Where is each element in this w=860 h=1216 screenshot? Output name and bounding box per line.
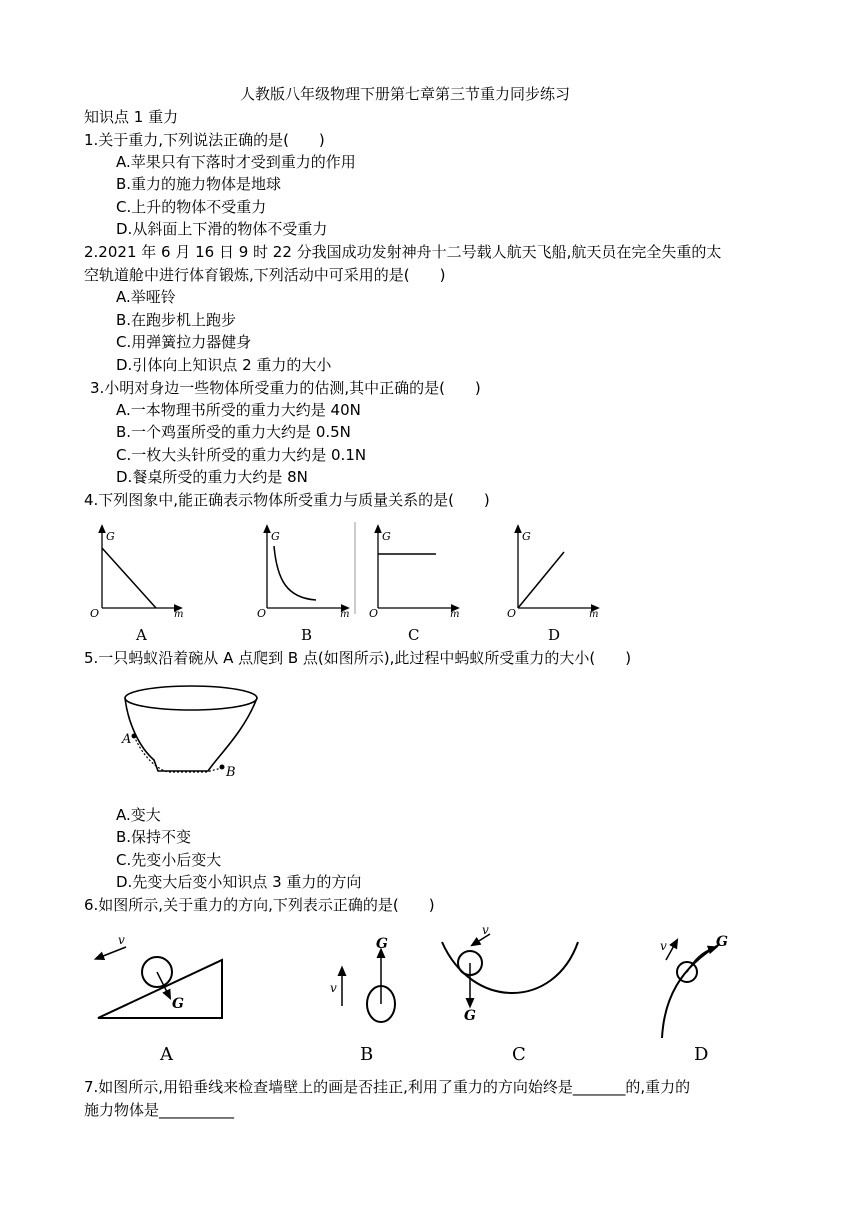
question-2-stem-line-2: 空轨道舱中进行体育锻炼,下列活动中可采用的是( ) xyxy=(84,266,446,284)
figure-d xyxy=(660,934,728,1065)
question-2-option-c: C.用弹簧拉力器健身 xyxy=(116,333,252,351)
point-a-label: A xyxy=(122,732,132,747)
graph-d-y-label: G xyxy=(522,530,531,543)
graph-d xyxy=(507,528,598,644)
graph-a-y-label: G xyxy=(106,530,115,543)
figure-a xyxy=(98,933,222,1065)
graph-c-y-label: G xyxy=(382,530,391,543)
figure-b xyxy=(330,936,395,1065)
figure-a-v-label: v xyxy=(118,933,125,947)
section-heading: 知识点 1 重力 xyxy=(84,108,179,126)
figure-a-label: A xyxy=(160,1044,173,1065)
graph-c-origin: O xyxy=(369,607,379,620)
question-5-option-a: A.变大 xyxy=(116,806,161,824)
figure-c-v-label: v xyxy=(482,923,489,937)
page-title: 人教版八年级物理下册第七章第三节重力同步练习 xyxy=(240,85,571,103)
figure-c xyxy=(442,923,578,1065)
question-1-option-d: D.从斜面上下滑的物体不受重力 xyxy=(116,220,328,238)
graph-b xyxy=(257,528,349,644)
graph-d-line xyxy=(518,552,564,608)
figure-b-v-label: v xyxy=(330,981,337,995)
graph-b-label: B xyxy=(301,626,313,644)
question-1-stem: 1.关于重力,下列说法正确的是( ) xyxy=(84,131,325,149)
graph-a-origin: O xyxy=(90,607,100,620)
graph-a-line xyxy=(102,548,156,608)
graph-b-y-label: G xyxy=(271,530,280,543)
question-2-stem-line-1: 2.2021 年 6 月 16 日 9 时 22 分我国成功发射神舟十二号载人航天飞船,航天员在完全失重的太 xyxy=(84,243,722,261)
graph-a-label: A xyxy=(136,626,147,644)
question-2-option-d: D.引体向上知识点 2 重力的大小 xyxy=(116,356,332,374)
bowl-body xyxy=(125,698,257,771)
question-2-option-b: B.在跑步机上跑步 xyxy=(116,311,237,329)
question-5-option-b: B.保持不变 xyxy=(116,828,192,846)
graph-a-x-label: m xyxy=(174,609,184,620)
question-4-stem: 4.下列图象中,能正确表示物体所受重力与质量关系的是( ) xyxy=(84,491,490,509)
question-3-option-c: C.一枚大头针所受的重力大约是 0.1N xyxy=(116,446,367,464)
question-7-line-1: 7.如图所示,用铅垂线来检查墙壁上的画是否挂正,利用了重力的方向始终是_______的,重力的 xyxy=(84,1078,691,1096)
bowl-figure xyxy=(118,676,268,786)
graph-d-label: D xyxy=(548,626,561,644)
question-6-stem: 6.如图所示,关于重力的方向,下列表示正确的是( ) xyxy=(84,896,435,914)
question-5-option-d: D.先变大后变小知识点 3 重力的方向 xyxy=(116,873,362,891)
figure-d-g-label: G xyxy=(716,934,728,950)
figure-b-label: B xyxy=(360,1044,374,1065)
graph-c xyxy=(369,528,459,644)
point-b-dot xyxy=(220,765,225,770)
gravity-mass-graphs xyxy=(84,518,604,648)
graph-c-x-label: m xyxy=(450,609,460,620)
question-1-option-b: B.重力的施力物体是地球 xyxy=(116,175,282,193)
point-b-label: B xyxy=(226,765,236,780)
question-3-option-a: A.一本物理书所受的重力大约是 40N xyxy=(116,401,361,419)
gravity-direction-figures xyxy=(84,920,764,1070)
question-1-option-a: A.苹果只有下落时才受到重力的作用 xyxy=(116,153,356,171)
figure-b-g-label: G xyxy=(376,936,388,952)
graph-c-label: C xyxy=(408,626,420,644)
graph-d-x-label: m xyxy=(589,609,599,620)
question-5-option-c: C.先变小后变大 xyxy=(116,851,222,869)
graph-b-x-label: m xyxy=(340,609,350,620)
figure-a-g-label: G xyxy=(172,996,184,1012)
figure-d-v-label: v xyxy=(660,939,667,953)
question-2-option-a: A.举哑铃 xyxy=(116,288,176,306)
incline xyxy=(98,960,222,1018)
graph-d-origin: O xyxy=(507,607,517,620)
figure-d-label: D xyxy=(694,1044,709,1065)
question-7-line-2: 施力物体是__________ xyxy=(84,1101,235,1119)
graph-b-origin: O xyxy=(257,607,267,620)
question-3-stem: 3.小明对身边一些物体所受重力的估测,其中正确的是( ) xyxy=(90,379,481,397)
graph-b-curve xyxy=(274,546,316,600)
question-3-option-b: B.一个鸡蛋所受的重力大约是 0.5N xyxy=(116,423,351,441)
graph-a xyxy=(90,528,183,644)
question-3-option-d: D.餐桌所受的重力大约是 8N xyxy=(116,468,308,486)
question-1-option-c: C.上升的物体不受重力 xyxy=(116,198,267,216)
track-d xyxy=(662,944,720,1038)
track-c xyxy=(442,942,578,993)
bowl-rim xyxy=(125,686,257,710)
figure-c-g-label: G xyxy=(464,1008,476,1024)
question-5-stem: 5.一只蚂蚁沿着碗从 A 点爬到 B 点(如图所示),此过程中蚂蚁所受重力的大小( ) xyxy=(84,649,632,667)
figure-c-label: C xyxy=(512,1044,526,1065)
point-a-dot xyxy=(132,734,137,739)
